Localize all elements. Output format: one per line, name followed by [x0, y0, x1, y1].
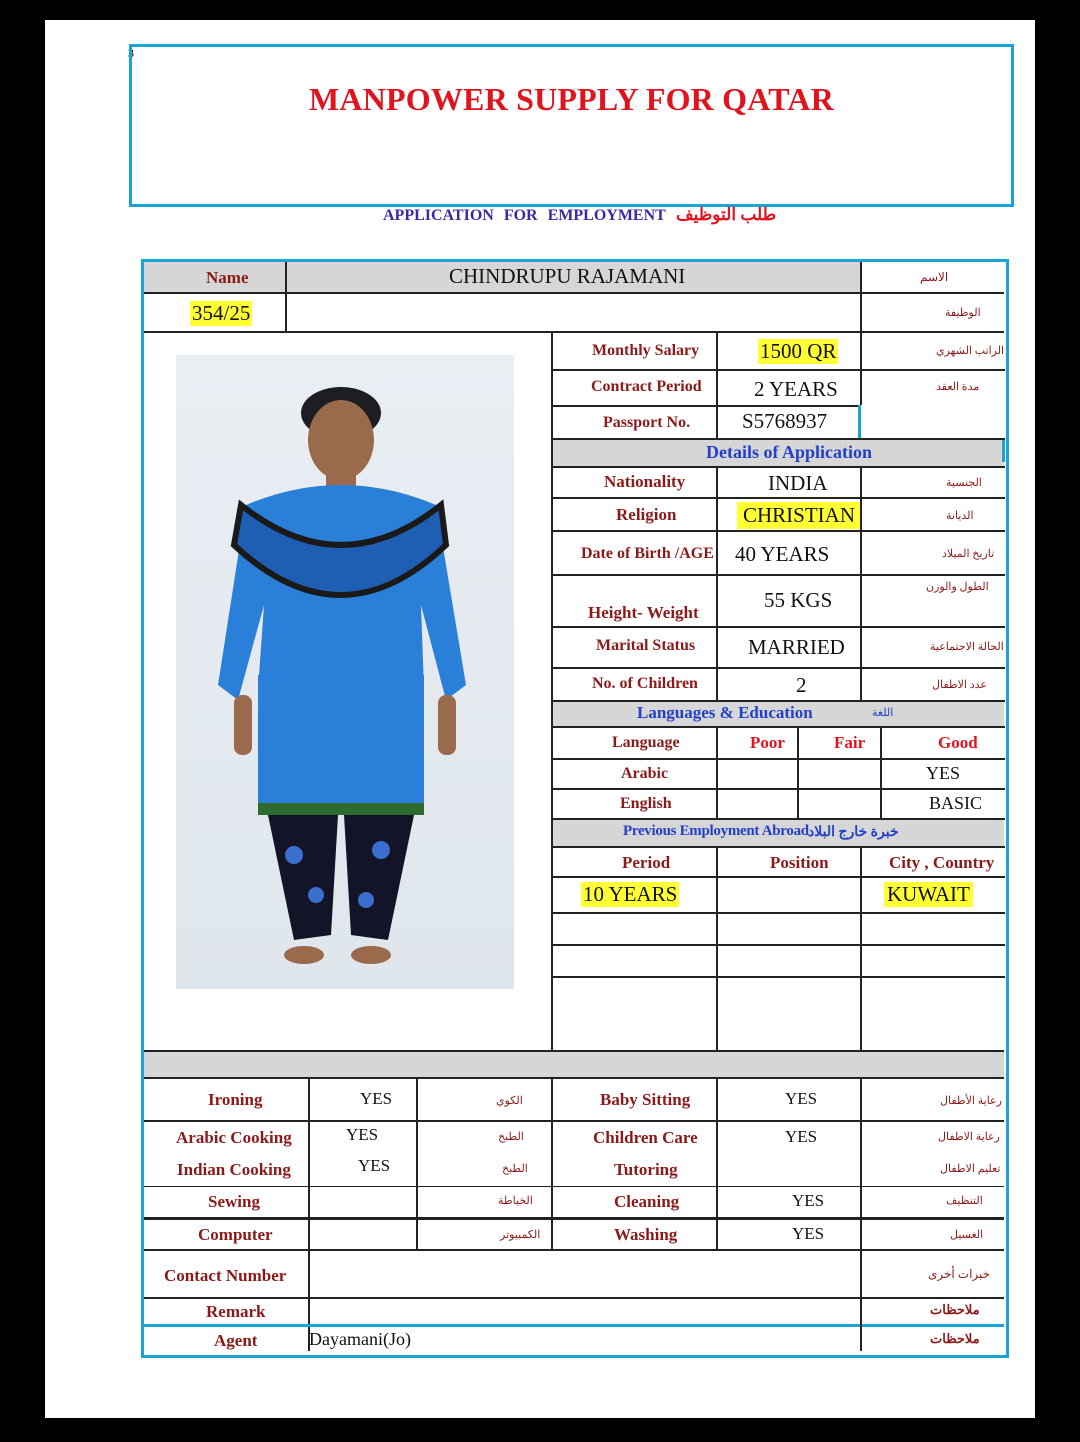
divider [553, 497, 1005, 499]
contact-label: Contact Number [164, 1266, 287, 1285]
divider [880, 726, 882, 820]
city-col-header: City , Country [889, 853, 995, 872]
skill-cleaning: Cleaning [614, 1192, 680, 1211]
skill-ironing-ar: الكوي [496, 1095, 523, 1107]
skill-baby-sitting-value: YES [785, 1089, 818, 1108]
ref-ar: الوظيفة [945, 307, 981, 319]
remark-ar: ملاحظات [930, 1302, 980, 1317]
skill-ironing-value: YES [360, 1089, 393, 1108]
skill-tutoring-ar: تعليم الاطفال [940, 1163, 1001, 1175]
divider [144, 1249, 1004, 1251]
skill-washing: Washing [614, 1225, 678, 1244]
reference-number: 354/25 [192, 301, 251, 325]
divider [553, 530, 1005, 532]
passport-value: S5768937 [742, 409, 828, 433]
subtitle-en: APPLICATION FOR EMPLOYMENT [383, 207, 666, 224]
applicant-photo [176, 355, 514, 989]
remark-label: Remark [206, 1302, 266, 1321]
dob-ar: تاريخ الميلاد [942, 548, 995, 560]
agent-value: Dayamani(Jo) [309, 1329, 411, 1349]
salary-ar: الراتب الشهري [936, 345, 1005, 357]
period-value: 10 YEARS [583, 882, 678, 906]
good-col-header: Good [938, 733, 978, 752]
divider [716, 726, 718, 820]
divider [553, 912, 1005, 914]
languages-heading: Languages & Education [637, 703, 813, 722]
marital-ar: الحالة الاجتماعية [930, 641, 1004, 653]
divider [553, 574, 1005, 576]
children-label: No. of Children [592, 675, 698, 692]
name-label: Name [206, 268, 249, 287]
english-good-value: BASIC [929, 793, 983, 813]
dob-value: 40 YEARS [735, 542, 830, 566]
divider [858, 405, 861, 439]
height-weight-label: Height- Weight [588, 603, 699, 622]
skill-indian-cooking: Indian Cooking [177, 1160, 291, 1179]
divider [860, 1299, 862, 1351]
languages-heading-ar: اللغة [872, 707, 894, 719]
divider [797, 726, 799, 820]
skill-baby-sitting: Baby Sitting [600, 1090, 691, 1109]
skill-baby-sitting-ar: رعاية الأطفال [940, 1095, 1002, 1107]
fair-col-header: Fair [834, 733, 866, 752]
divider [553, 466, 1005, 468]
religion-label: Religion [616, 505, 677, 524]
divider [144, 331, 1004, 333]
divider [144, 1186, 1004, 1187]
previous-heading: Previous Employment Abroad [623, 823, 809, 839]
divider [716, 333, 718, 439]
religion-highlight [737, 502, 860, 529]
divider [308, 1079, 310, 1250]
skill-children-care-value: YES [785, 1127, 818, 1146]
skill-arabic-cooking-ar: الطبخ [498, 1131, 524, 1143]
blank-cell [860, 405, 1005, 439]
header-box [129, 44, 1014, 207]
divider [860, 262, 862, 332]
name-ar: الاسم [920, 270, 949, 284]
skill-indian-cooking-value: YES [358, 1156, 391, 1175]
skill-sewing-ar: الخياطة [498, 1195, 533, 1207]
religion-value: CHRISTIAN [743, 503, 856, 527]
page-mark: 3 [128, 46, 134, 60]
divider [553, 726, 1005, 728]
nationality-label: Nationality [604, 472, 686, 491]
dob-label: Date of Birth /AGE [581, 545, 714, 562]
salary-label: Monthly Salary [592, 342, 700, 359]
separator-band [144, 1052, 1004, 1077]
religion-ar: الديانة [946, 510, 974, 522]
divider [860, 1079, 862, 1298]
children-value: 2 [796, 673, 807, 697]
agent-ar: ملاحظات [930, 1331, 980, 1346]
name-value: CHINDRUPU RAJAMANI [449, 264, 686, 288]
position-col-header: Position [770, 853, 829, 872]
children-ar: عدد الاطفال [932, 679, 987, 691]
divider [553, 626, 1005, 628]
divider [716, 1079, 718, 1250]
skill-sewing: Sewing [208, 1192, 260, 1211]
contract-value: 2 YEARS [754, 377, 838, 401]
divider [144, 1077, 1004, 1079]
poor-col-header: Poor [750, 733, 785, 752]
skill-cleaning-value: YES [792, 1191, 825, 1210]
divider [553, 976, 1005, 978]
person-figure-icon [176, 355, 514, 989]
nationality-ar: الجنسية [946, 477, 982, 489]
language-col-header: Language [612, 734, 680, 751]
page-title: MANPOWER SUPPLY FOR QATAR [309, 81, 834, 117]
skill-tutoring: Tutoring [614, 1160, 678, 1179]
skill-ironing: Ironing [208, 1090, 263, 1109]
language-arabic: Arabic [621, 765, 669, 782]
divider [553, 846, 1005, 848]
divider [553, 944, 1005, 946]
divider [551, 1079, 553, 1250]
city-value: KUWAIT [884, 882, 973, 907]
divider [553, 876, 1005, 878]
arabic-good-value: YES [926, 763, 961, 783]
skill-children-care-ar: رعاية الاطفال [938, 1131, 1000, 1143]
agent-label: Agent [214, 1331, 258, 1350]
skill-arabic-cooking-value: YES [346, 1125, 379, 1144]
divider [553, 758, 1005, 760]
passport-label: Passport No. [603, 414, 691, 431]
skill-computer: Computer [198, 1225, 273, 1244]
contact-ar: خبرات أخرى [928, 1267, 991, 1281]
skill-cleaning-ar: التنظيف [946, 1195, 983, 1207]
details-heading: Details of Application [706, 442, 873, 462]
skill-children-care: Children Care [593, 1128, 698, 1147]
period-col-header: Period [622, 853, 671, 872]
divider [553, 788, 1005, 790]
language-english: English [620, 795, 672, 812]
divider [144, 1324, 1004, 1327]
height-weight-value: 55 KGS [764, 588, 833, 612]
contract-ar: مدة العقد [936, 381, 980, 393]
skill-arabic-cooking: Arabic Cooking [176, 1128, 292, 1147]
skill-computer-ar: الكمبيوتر [500, 1229, 541, 1241]
divider [144, 1217, 1004, 1220]
divider [144, 1120, 1004, 1122]
marital-value: MARRIED [748, 635, 845, 659]
frame-edge [1002, 440, 1005, 462]
nationality-value: INDIA [768, 471, 828, 495]
divider [553, 369, 1005, 371]
subtitle-ar: طلب التوظيف [676, 205, 777, 224]
marital-label: Marital Status [596, 637, 696, 654]
skill-washing-ar: الغسيل [950, 1229, 984, 1241]
salary-value: 1500 QR [760, 339, 837, 363]
height-weight-ar: الطول والوزن [926, 581, 989, 593]
divider [285, 262, 287, 332]
divider [553, 667, 1005, 669]
skill-indian-cooking-ar: الطبخ [502, 1163, 528, 1175]
skill-washing-value: YES [792, 1224, 825, 1243]
divider [144, 292, 1004, 294]
previous-heading-ar: خبرة خارج البلاد [808, 825, 899, 840]
divider [144, 1297, 1004, 1299]
contract-label: Contract Period [591, 378, 702, 395]
divider [416, 1079, 418, 1250]
